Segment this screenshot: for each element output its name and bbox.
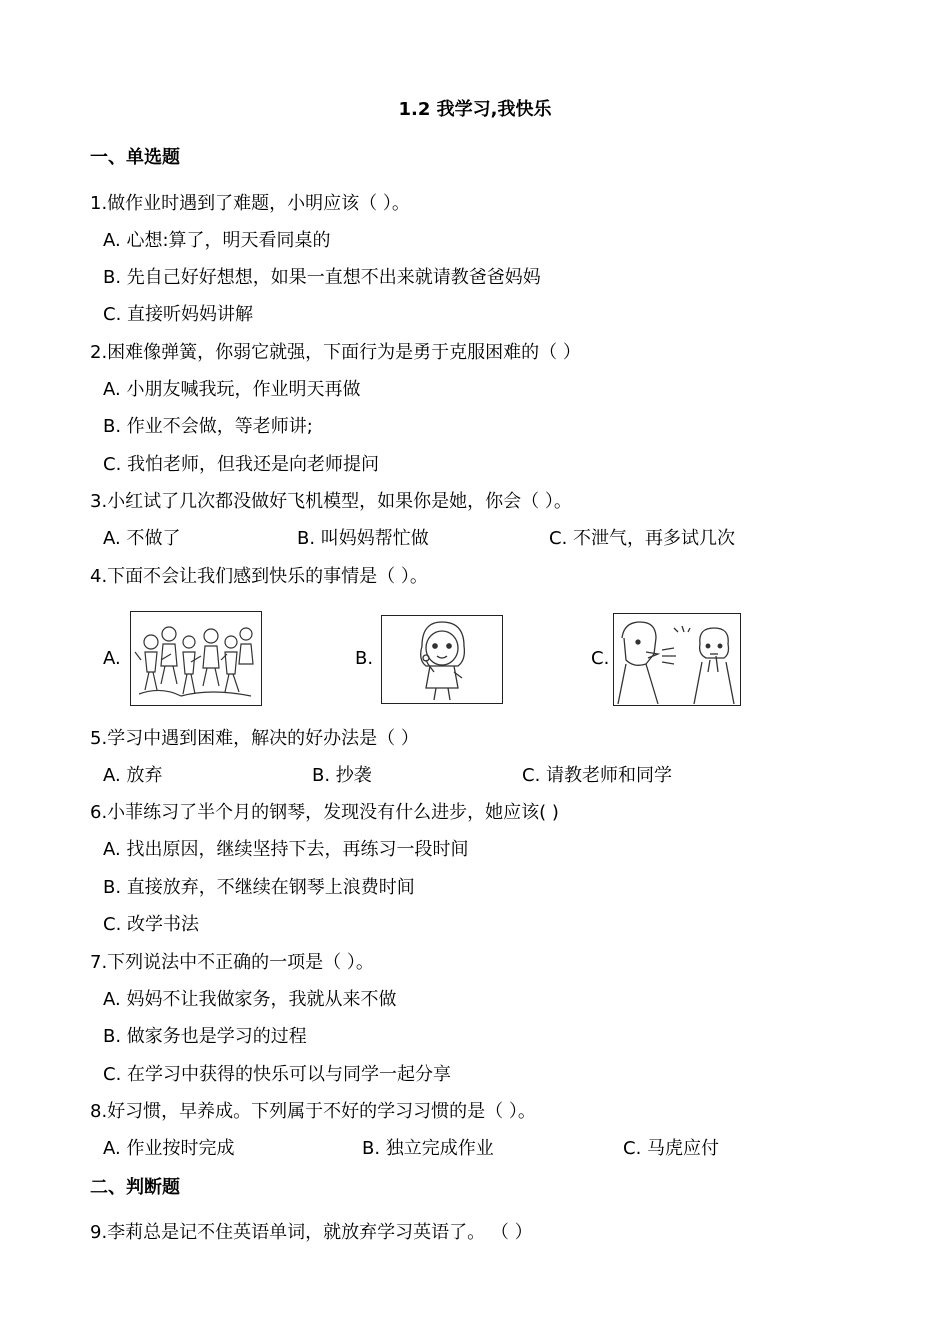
- question-7-stem: 7.下列说法中不正确的一项是（ ）。: [90, 952, 374, 973]
- section-heading-true-false: 二、判断题: [90, 1177, 180, 1198]
- boys-talking-illustration: [614, 614, 740, 705]
- question-4-option-b-label: B.: [355, 648, 374, 669]
- question-5-option-b: B. 抄袭: [312, 765, 372, 786]
- question-5-stem: 5.学习中遇到困难，解决的好办法是（ ）: [90, 728, 419, 749]
- question-1-option-c: C. 直接听妈妈讲解: [103, 304, 254, 325]
- question-8-stem: 8.好习惯，早养成。下列属于不好的学习习惯的是（ ）。: [90, 1101, 536, 1122]
- question-6-stem: 6.小菲练习了半个月的钢琴，发现没有什么进步，她应该( ): [90, 802, 559, 823]
- question-8-option-c: C. 马虎应付: [623, 1138, 720, 1159]
- question-8-option-b: B. 独立完成作业: [362, 1138, 494, 1159]
- section-heading-single-choice: 一、单选题: [90, 147, 180, 168]
- question-6-option-b: B. 直接放弃，不继续在钢琴上浪费时间: [103, 877, 415, 898]
- question-5-option-c: C. 请教老师和同学: [522, 765, 673, 786]
- question-2-option-c: C. 我怕老师，但我还是向老师提问: [103, 454, 380, 475]
- question-3-option-c: C. 不泄气，再多试几次: [549, 528, 736, 549]
- question-6-option-a: A. 找出原因，继续坚持下去，再练习一段时间: [103, 839, 469, 860]
- question-1-stem: 1.做作业时遇到了难题，小明应该（ ）。: [90, 193, 410, 214]
- question-7-option-c: C. 在学习中获得的快乐可以与同学一起分享: [103, 1064, 452, 1085]
- question-4-option-a-label: A.: [103, 648, 121, 669]
- question-3-stem: 3.小红试了几次都没做好飞机模型，如果你是她，你会（ ）。: [90, 491, 572, 512]
- question-2-option-b: B. 作业不会做，等老师讲;: [103, 416, 313, 437]
- question-1-option-b: B. 先自己好好想想，如果一直想不出来就请教爸爸妈妈: [103, 267, 541, 288]
- question-1-option-a: A. 心想:算了，明天看同桌的: [103, 230, 331, 251]
- question-8-option-a: A. 作业按时完成: [103, 1138, 235, 1159]
- question-9-stem: 9.李莉总是记不住英语单词，就放弃学习英语了。 （ ）: [90, 1222, 533, 1243]
- question-4-option-a-image: [130, 611, 262, 706]
- question-2-option-a: A. 小朋友喊我玩，作业明天再做: [103, 379, 361, 400]
- question-4-stem: 4.下面不会让我们感到快乐的事情是（ ）。: [90, 566, 428, 587]
- question-7-option-b: B. 做家务也是学习的过程: [103, 1026, 307, 1047]
- question-2-stem: 2.困难像弹簧，你弱它就强，下面行为是勇于克服困难的（ ）: [90, 342, 581, 363]
- girl-singing-illustration: [382, 616, 502, 703]
- page-title: 1.2 我学习,我快乐: [398, 99, 552, 120]
- question-7-option-a: A. 妈妈不让我做家务，我就从来不做: [103, 989, 397, 1010]
- question-3-option-b: B. 叫妈妈帮忙做: [297, 528, 429, 549]
- question-5-option-a: A. 放弃: [103, 765, 163, 786]
- question-4-option-b-image: [381, 615, 503, 704]
- question-4-option-c-label: C.: [591, 648, 610, 669]
- question-4-option-c-image: [613, 613, 741, 706]
- question-6-option-c: C. 改学书法: [103, 914, 200, 935]
- children-playing-illustration: [131, 612, 261, 705]
- question-3-option-a: A. 不做了: [103, 528, 181, 549]
